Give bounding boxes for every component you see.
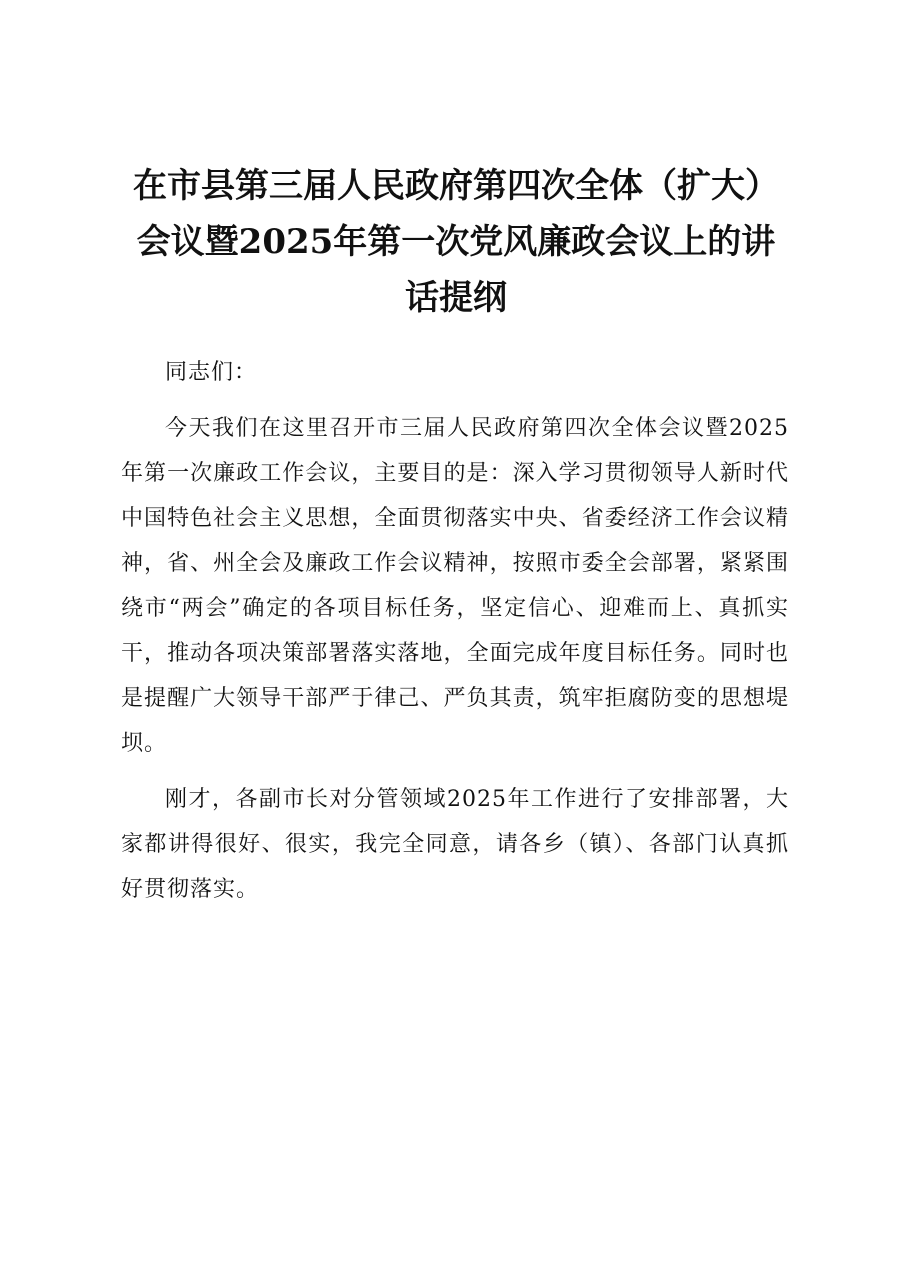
paragraph-2: 刚才，各副市长对分管领域2025年工作进行了安排部署，大家都讲得很好、很实，我完全同意，请各乡（镇）、各部门认真抓好贯彻落实。 xyxy=(121,787,789,902)
document-title: 在市县第三届人民政府第四次全体（扩大）会议暨2025年第一次党风廉政会议上的讲话提纲 xyxy=(133,166,779,318)
document-body xyxy=(121,350,789,923)
salutation: 同志们： xyxy=(165,360,258,385)
paragraph-1: 今天我们在这里召开市三届人民政府第四次全体会议暨2025年第一次廉政工作会议，主要目的是：深入学习贯彻领导人新时代中国特色社会主义思想，全面贯彻落实中央、省委经济工作会议精神，省、州全会及廉政工作会议精神，按照市委全会部署，紧紧围绕市“两会”确定的各项目标任务，坚定信心、迎难而上、真抓实干，推动各项决策部署落实落地，全面完成年度目标任务。同时也是提醒广大领导干部严于律己、严负其责，筑牢拒腐防变的思想堤坝。 xyxy=(121,416,789,756)
